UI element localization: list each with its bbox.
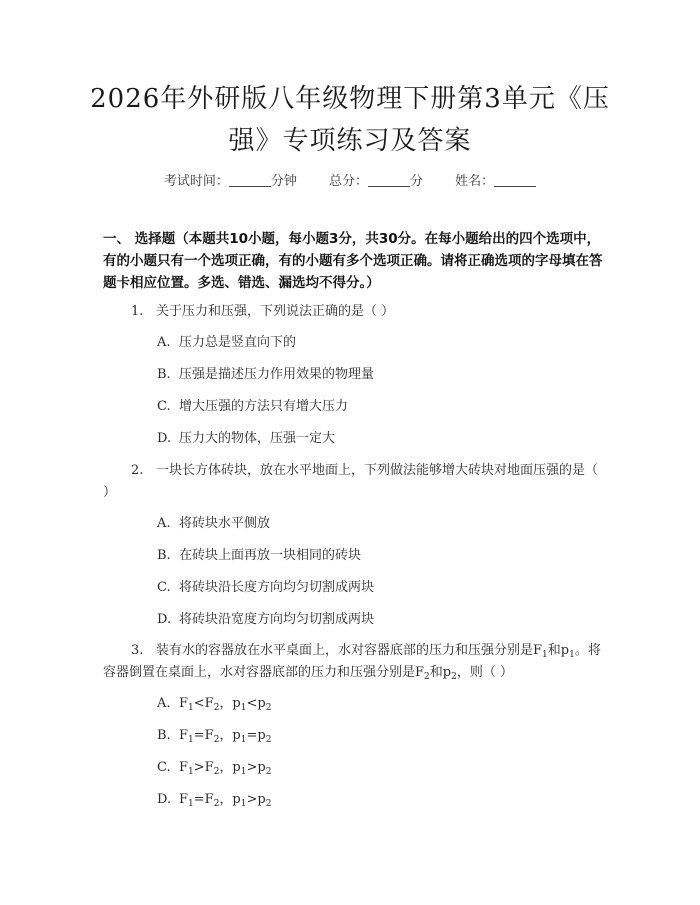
document-title	[80, 78, 620, 162]
option-letter: A.	[157, 335, 171, 350]
option-text: 压强是描述压力作用效果的物理量	[179, 367, 375, 382]
option-text: 将砖块沿宽度方向均匀切割成两块	[179, 612, 375, 627]
exam-name	[455, 174, 536, 189]
score-label: 总分：	[328, 174, 368, 189]
subscript: 1	[188, 735, 194, 745]
option-text: 在砖块上面再放一块相同的砖块	[179, 548, 362, 563]
subscript: 1	[240, 735, 247, 745]
formula-part: =F	[193, 728, 214, 743]
formula-part: F	[179, 728, 189, 743]
subscript: 2	[213, 735, 220, 745]
option-1c[interactable]	[157, 397, 348, 417]
option-text: 压力总是竖直向下的	[179, 335, 297, 350]
formula-part: >F	[193, 760, 214, 775]
option-text: 将砖块水平侧放	[179, 516, 271, 531]
question-text-part: ，则（ ）	[456, 665, 513, 680]
name-blank[interactable]	[494, 173, 536, 187]
option-letter: B.	[157, 728, 171, 743]
option-text: 压力大的物体，压强一定大	[179, 431, 336, 446]
question-text-part: 和p	[429, 665, 452, 680]
subscript: 1	[188, 799, 194, 809]
subscript: 1	[240, 767, 247, 777]
formula-part: F	[179, 792, 189, 807]
question-text-part: 装有水的容器放在水平桌面上，水对容器底部的压力和压强分别是F	[156, 643, 543, 658]
title-line-1: 2026年外研版八年级物理下册第3单元《压	[90, 84, 610, 114]
formula-part: <p	[246, 696, 266, 711]
option-letter: D.	[157, 792, 172, 807]
subscript: 2	[451, 672, 457, 682]
formula-part: ，p	[219, 728, 241, 743]
question-3	[103, 640, 603, 684]
subscript: 2	[265, 799, 272, 809]
subscript: 1	[188, 703, 194, 713]
subscript: 1	[240, 703, 247, 713]
option-letter: D.	[157, 612, 172, 627]
subscript: 2	[213, 767, 220, 777]
option-letter: C.	[157, 580, 171, 595]
subscript: 1	[188, 767, 194, 777]
subscript: 2	[265, 703, 272, 713]
formula-part: ，p	[219, 696, 241, 711]
question-number: 1.	[131, 304, 144, 319]
option-letter: C.	[157, 760, 171, 775]
option-2c[interactable]	[157, 578, 374, 598]
subscript: 2	[265, 767, 272, 777]
formula-part: =p	[246, 728, 266, 743]
option-1a[interactable]	[157, 333, 296, 353]
question-text-part: 和	[547, 643, 561, 658]
option-3d[interactable]	[157, 790, 271, 810]
option-text: 增大压强的方法只有增大压力	[179, 399, 349, 414]
formula-part: ，p	[219, 792, 241, 807]
question-text: 关于压力和压强，下列说法正确的是（ ）	[156, 304, 395, 319]
option-2a[interactable]	[157, 514, 270, 534]
option-3a[interactable]	[157, 694, 271, 714]
exam-time	[164, 174, 301, 189]
score-unit: 分	[410, 174, 424, 189]
option-3c[interactable]	[157, 758, 271, 778]
name-label: 姓名：	[455, 174, 495, 189]
question-text-part: p	[560, 643, 570, 658]
subscript: 2	[213, 799, 220, 809]
subscript: 1	[569, 650, 575, 660]
question-text-part: 。将容器倒置在桌面上，水对容器底部的压力和压强分别是F	[103, 643, 601, 680]
subscript: 1	[542, 650, 548, 660]
option-1d[interactable]	[157, 429, 335, 449]
question-1	[103, 301, 603, 323]
option-letter: D.	[157, 431, 172, 446]
option-letter: A.	[157, 516, 171, 531]
option-1b[interactable]	[157, 365, 374, 385]
subscript: 1	[240, 799, 247, 809]
option-2b[interactable]	[157, 546, 361, 566]
formula-part: F	[179, 760, 189, 775]
question-number: 3.	[131, 643, 144, 658]
section-heading: 一、 选择题（本题共10小题，每小题3分，共30分。在每小题给出的四个选项中，有的小题只有一个选项正确，有的小题有多个选项正确。请将正确选项的字母填在答题卡相应位置。多选、错选、漏选均不得分。）	[103, 231, 603, 291]
subscript: 2	[265, 735, 272, 745]
time-label: 考试时间：	[163, 174, 229, 189]
formula-part: <F	[193, 696, 214, 711]
subscript: 2	[213, 703, 220, 713]
option-letter: A.	[157, 696, 171, 711]
time-blank[interactable]	[229, 173, 271, 187]
exam-meta	[0, 170, 700, 189]
formula-part: >p	[246, 760, 266, 775]
subscript: 2	[424, 672, 430, 682]
option-letter: C.	[157, 399, 171, 414]
formula-part: F	[179, 696, 189, 711]
question-text: 一块长方体砖块，放在水平地面上，下列做法能够增大砖块对地面压强的是（ ）	[103, 463, 599, 500]
formula-part: =F	[193, 792, 214, 807]
exam-score	[329, 174, 427, 189]
title-line-2: 强》专项练习及答案	[228, 126, 472, 156]
option-3b[interactable]	[157, 726, 271, 746]
question-number: 2.	[131, 463, 144, 478]
option-text: 将砖块沿长度方向均匀切割成两块	[179, 580, 375, 595]
option-2d[interactable]	[157, 610, 374, 630]
formula-part: ，p	[219, 760, 241, 775]
time-unit: 分钟	[270, 174, 297, 189]
option-letter: B.	[157, 548, 171, 563]
question-2	[103, 460, 603, 504]
option-letter: B.	[157, 367, 171, 382]
score-blank[interactable]	[368, 173, 410, 187]
formula-part: >p	[246, 792, 266, 807]
